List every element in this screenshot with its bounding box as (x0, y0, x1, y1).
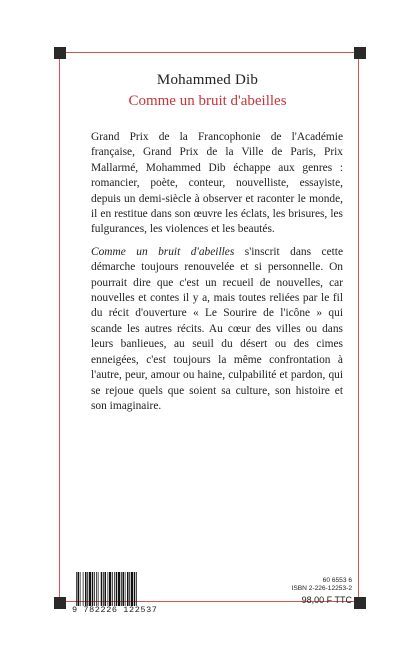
barcode (74, 572, 162, 614)
barcode-number: 9 782226 122537 (72, 605, 158, 615)
barcode-bars (74, 572, 162, 606)
author-name: Mohammed Dib (156, 72, 259, 88)
isbn-block (272, 577, 352, 605)
blurb-paragraph-2-text: s'inscrit dans cette démarche toujours renouvelée et si personnelle. On pourrait dire que c'est un recueil de nouvelles, car nouvelles et contes il y a, mais toutes reliées par le fil du récit d'ouverture « Le Sourire de l'icône » qui scande les autres récits. Au cœur des villes ou dans leurs banlieues, au seuil du désert ou des cimes enneigées, c'est toujours la même confrontation à l'autre, peur, amour ou haine, culpabilité et pardon, qui se rejoue quels que soient sa culture, son histoire et son imaginaire. (91, 245, 344, 412)
book-title: Comme un bruit d'abeilles (128, 93, 287, 109)
corner-square-top-right (354, 47, 366, 59)
price-label: 98,00 F TTC (301, 594, 352, 605)
blurb-paragraph-1: Grand Prix de la Francophonie de l'Académie française, Grand Prix de la Ville de Paris, Prix Mallarmé, Mohammed Dib échappe aux genres : romancier, poète, conteur, nouvelliste, essayiste, depuis un demi-siècle à observer et raconter le monde, il en restitue dans son œuvre les éclats, les brisures, les fulgurances, les violences et les beautés. (91, 131, 343, 236)
corner-square-bottom-left (54, 597, 66, 609)
isbn-number: ISBN 2-226-12253-2 (291, 585, 352, 593)
corner-square-top-left (54, 47, 66, 59)
product-code: 60 6553 6 (322, 577, 352, 584)
corner-square-bottom-right (354, 597, 366, 609)
blurb-paragraph-2 (91, 245, 343, 414)
blurb-title-mention: Comme un bruit d'abeilles (91, 245, 235, 258)
back-cover-blurb (91, 130, 343, 414)
